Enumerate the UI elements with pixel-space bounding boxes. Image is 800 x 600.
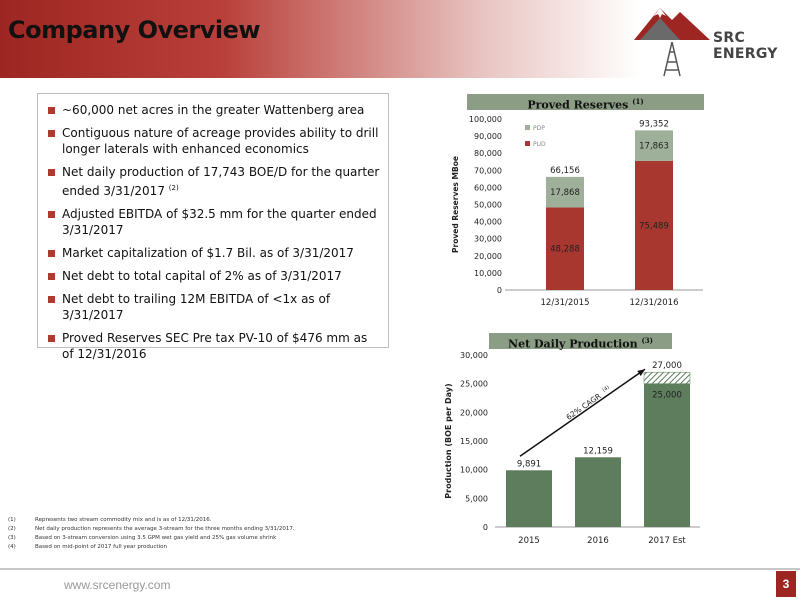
bullet-item: Adjusted EBITDA of $32.5 mm for the quarter ended 3/31/2017: [48, 206, 380, 238]
y-tick-label: 30,000: [460, 351, 488, 360]
legend-label-pud: PUD: [533, 141, 546, 148]
production-bar: [644, 384, 690, 527]
bullet-item: ~60,000 net acres in the greater Wattenberg area: [48, 102, 380, 118]
legend-label-pdp: PDP: [533, 125, 545, 132]
data-label-range-top: 27,000: [652, 361, 682, 372]
y-tick-label: 0: [482, 523, 488, 532]
y-tick-label: 100,000: [468, 115, 502, 124]
y-tick-label: 20,000: [460, 408, 488, 418]
footnote: (1) Represents two stream commodity mix and is as of 12/31/2016.: [8, 517, 212, 523]
bullet-item: Net debt to trailing 12M EBITDA of <1x as of 3/31/2017: [48, 291, 380, 323]
data-label-total: 66,156: [550, 165, 580, 176]
y-tick-label: 80,000: [474, 149, 502, 159]
x-tick-label: 2016: [587, 536, 609, 546]
y-axis-label: Proved Reserves MBoe: [451, 156, 460, 253]
footnote: (3) Based on 3-stream conversion using 3.5 GPM wet gas yield and 25% gas volume shrink: [8, 535, 277, 541]
y-tick-label: 25,000: [460, 379, 488, 389]
footnotes: [8, 516, 448, 552]
x-tick-label: 12/31/2016: [629, 298, 679, 308]
data-label-pdp: 17,868: [550, 188, 580, 199]
y-tick-label: 70,000: [474, 166, 502, 176]
y-tick-label: 10,000: [474, 268, 502, 278]
footer-divider: [0, 568, 800, 570]
bullet-item: Contiguous nature of acreage provides ability to drill longer laterals with enhanced economics: [48, 125, 380, 157]
cagr-annotation: 62% CAGR: [564, 391, 603, 422]
page-number: 3: [776, 571, 796, 597]
y-tick-label: 60,000: [474, 183, 502, 193]
production-bar: [575, 457, 621, 527]
data-label-pud: 48,288: [550, 244, 580, 255]
x-tick-label: 2015: [518, 536, 540, 546]
bullet-item: Net daily production of 17,743 BOE/D for the quarter ended 3/31/2017 $^{(2)}$: [48, 164, 380, 199]
estimate-range-bar: [644, 372, 690, 383]
x-tick-label: 2017 Est: [648, 536, 686, 546]
data-label: 25,000: [652, 390, 682, 401]
y-tick-label: 0: [496, 286, 502, 295]
y-tick-label: 30,000: [474, 234, 502, 244]
y-tick-label: 40,000: [474, 217, 502, 227]
production-chart-title: Net Daily Production $^{(3)}$: [489, 333, 672, 349]
y-tick-label: 90,000: [474, 132, 502, 142]
x-tick-label: 12/31/2015: [540, 298, 590, 308]
footnote: (2) Net daily production represents the average 3-stream for the three months ending 3/31/2017.: [8, 526, 295, 532]
y-tick-label: 15,000: [460, 437, 488, 446]
data-label-total: 93,352: [639, 119, 669, 130]
website-link[interactable]: www.srcenergy.com: [64, 578, 171, 592]
footnote-ref: (2): [168, 184, 179, 192]
y-tick-label: 50,000: [474, 200, 502, 210]
data-label-pud: 75,489: [639, 221, 669, 232]
data-label: 9,891: [516, 459, 542, 470]
y-tick-label: 5,000: [465, 494, 488, 504]
cagr-annotation-note: (4): [601, 384, 611, 394]
data-label: 12,159: [583, 446, 613, 457]
y-tick-label: 10,000: [460, 465, 488, 475]
bullet-item: Market capitalization of $1.7 Bil. as of 3/31/2017: [48, 245, 380, 261]
y-tick-label: 20,000: [474, 251, 502, 261]
bullet-item: Net debt to total capital of 2% as of 3/31/2017: [48, 268, 380, 284]
logo-text: SRC ENERGY: [713, 30, 778, 62]
data-label-pdp: 17,863: [639, 141, 669, 152]
page-title: Company Overview: [8, 16, 261, 44]
reserves-chart-title: Proved Reserves $^{(1)}$: [467, 94, 704, 110]
y-axis-label: Production (BOE per Day): [444, 383, 453, 499]
footnote: (4) Based on mid-point of 2017 full year production: [8, 544, 167, 550]
production-bar: [506, 470, 552, 527]
bullet-item: Proved Reserves SEC Pre tax PV-10 of $476 mm as of 12/31/2016: [48, 330, 380, 362]
